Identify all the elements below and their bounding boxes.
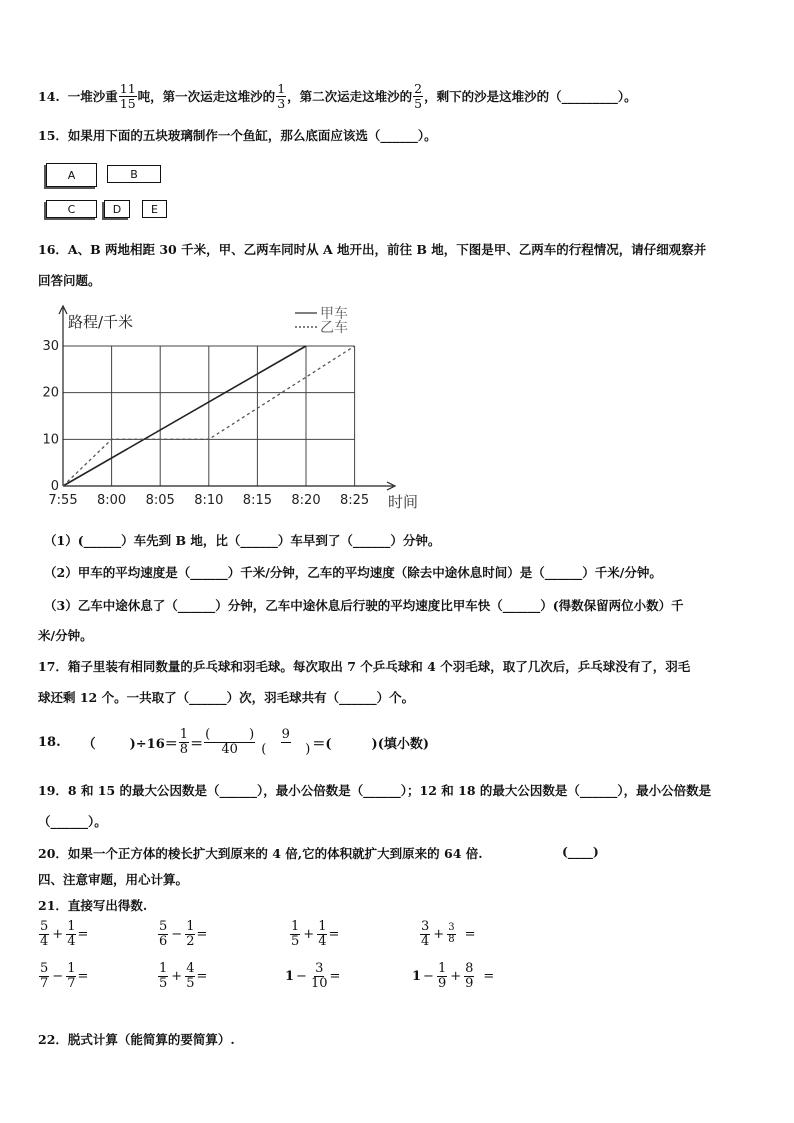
question-19-line-2: （______）。 [38,814,107,829]
glass-panel-a: A [46,163,97,187]
x-tick-label: 8:05 [145,493,175,508]
q14-text-4: ，剩下的沙是这堆沙的（_________）。 [424,89,637,104]
legend-label: 甲车 [320,306,348,322]
glass-panel-e: E [142,200,167,218]
q14-fraction-1: $\frac{11}{15}$ [119,81,136,111]
q18-fraction-3: $\frac{9}{( )}$ [261,726,311,757]
question-16-line-2: 回答问题。 [38,273,101,288]
q14-fraction-2: $\frac{1}{3}$ [277,81,286,111]
q14-fraction-3: $\frac{2}{5}$ [414,81,423,111]
q18-fraction-1: $\frac{1}{8}$ [179,726,189,757]
legend-label: 乙车 [320,320,348,336]
calc-item-7: 1 − $\frac{3}{10}$ = [285,961,341,991]
calc-item-4: $\frac{3}{4}$ + $\frac{3}{8}$ = [421,919,476,949]
q16-sub-1: （1）(______）车先到 B 地，比（______）车早到了（______）分钟。 [44,533,441,548]
calc-item-2: $\frac{5}{6}$ − $\frac{1}{2}$ = [159,919,208,949]
x-tick-label: 8:20 [291,493,321,508]
q14-text-2: 吨，第一次运走这堆沙的 [137,89,276,104]
question-21-title: 21．直接写出得数. [38,898,148,913]
calc-item-6: $\frac{1}{5}$ + $\frac{4}{5}$ = [159,961,208,991]
question-17-line-2: 球还剩 12 个。一共取了（______）次，羽毛球共有（______）个。 [38,690,415,705]
x-axis-title: 时间 [388,493,419,511]
question-18 [38,720,429,764]
y-tick-label: 30 [42,339,59,354]
y-tick-label: 10 [42,432,59,448]
calc-item-5: $\frac{5}{7}$ − $\frac{1}{7}$ = [40,961,89,991]
q16-sub-3b: 米/分钟。 [38,628,93,643]
question-19-line-1: 19．8 和 15 的最大公因数是（______），最小公倍数是（______）；12 和 18 的最大公因数是（______），最小公倍数是 [38,783,712,798]
q14-text-3: ，第二次运走这堆沙的 [287,89,413,104]
x-tick-label: 8:25 [339,493,370,508]
q18-open: （ [82,736,96,752]
question-22: 22．脱式计算（能简算的要简算）. [38,1032,235,1047]
question-14 [38,78,637,114]
q20-judgement-paren: (____) [562,844,599,859]
x-tick-label: 8:00 [96,493,127,508]
question-15: 15．如果用下面的五块玻璃制作一个鱼缸，那么底面应该选（______）。 [38,128,437,143]
q18-fraction-2: $\frac{( )}{40}$ [205,726,255,757]
q18-div16: )÷16＝ [129,736,178,752]
series-line-jia [63,346,306,486]
glass-panel-d: D [104,200,130,218]
x-tick-label: 8:15 [242,493,273,508]
y-tick-label: 0 [50,479,59,494]
x-tick-label: 8:10 [194,493,224,508]
q16-sub-3a: （3）乙车中途休息了（______）分钟，乙车中途休息后行驶的平均速度比甲车快（______）(得数保留两位小数）千 [44,598,684,613]
calc-item-8: 1 − $\frac{1}{9}$ + $\frac{8}{9}$ = [412,961,495,991]
q18-eq1: ＝ [190,736,204,752]
q18-number: 18. [38,734,61,750]
q18-tail: )(填小数) [371,736,429,752]
y-tick-label: 20 [42,385,59,401]
x-tick-label: 7:55 [48,493,78,508]
q16-sub-2: （2）甲车的平均速度是（______）千米/分钟，乙车的平均速度（除去中途休息时间）是（______）千米/分钟。 [44,565,662,580]
question-16-line-1: 16．A、B 两地相距 30 千米，甲、乙两车同时从 A 地开出，前往 B 地，下图是甲、乙两车的行程情况，请仔细观察并 [38,242,707,257]
glass-panel-b: B [107,165,161,183]
q14-number: 14. [38,88,60,104]
y-axis-title: 路程/千米 [68,313,134,331]
calc-item-1: $\frac{5}{4}$ + $\frac{1}{4}$ = [40,919,89,949]
section-4-heading: 四、注意审题，用心计算。 [38,872,189,887]
question-20: 20．如果一个正方体的棱长扩大到原来的 4 倍,它的体积就扩大到原来的 64 倍. [38,846,483,861]
travel-chart [40,300,440,515]
q14-text-1: 一堆沙重 [67,89,118,104]
question-17-line-1: 17．箱子里装有相同数量的乒乓球和羽毛球。每次取出 7 个乒乓球和 4 个羽毛球，取了几次后，乒乓球没有了，羽毛 [38,659,691,674]
calc-item-3: $\frac{1}{5}$ + $\frac{1}{4}$ = [291,919,340,949]
q18-eq2: ＝( [312,736,332,752]
glass-panel-c: C [46,200,97,218]
